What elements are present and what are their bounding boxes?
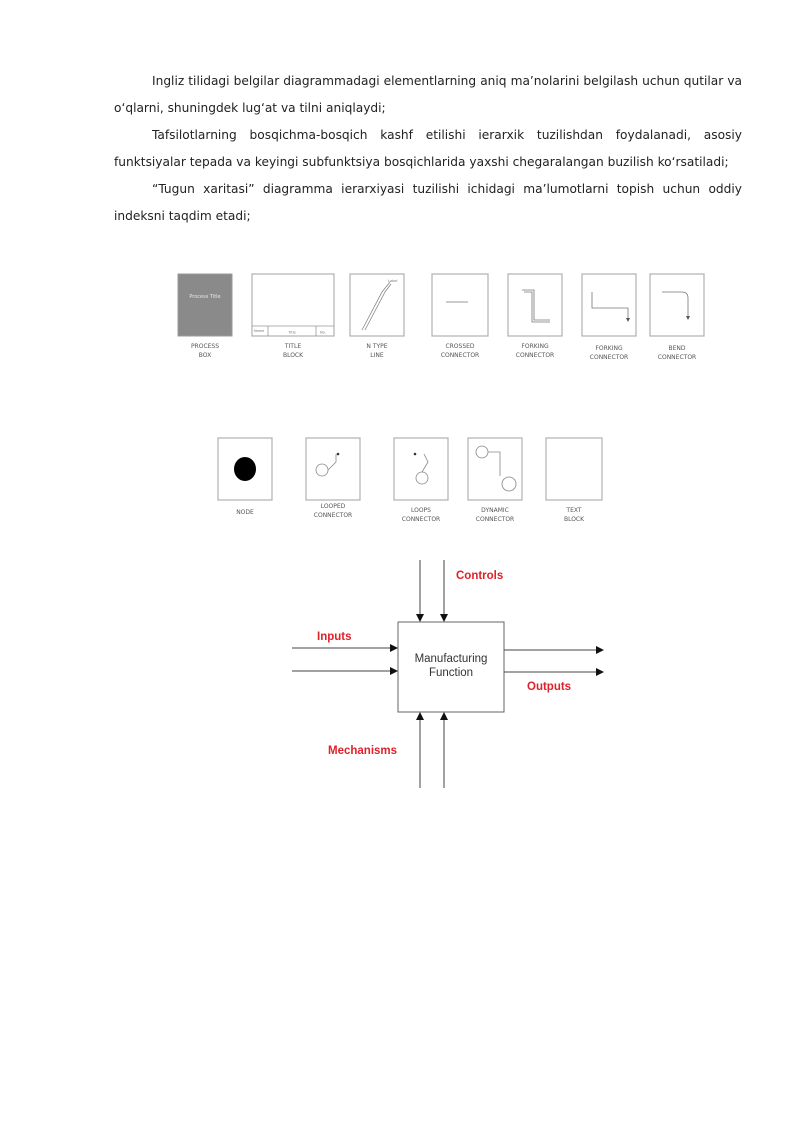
forking-connector-2-label-2: CONNECTOR	[589, 354, 629, 361]
forking-connector-symbol-2	[582, 274, 636, 361]
input-arrowhead-1	[390, 644, 398, 652]
mechanism-arrowhead-1	[416, 712, 424, 720]
forking-connector-1-label-2: CONNECTOR	[515, 352, 555, 359]
dynamic-connector-symbol	[468, 438, 522, 523]
text-block-symbol	[546, 438, 602, 523]
title-block-cell-name: Name	[254, 329, 265, 333]
forking-connector-symbol-1	[508, 274, 562, 359]
idef0-function-diagram	[280, 552, 620, 802]
process-box-symbol	[178, 274, 232, 359]
node-label: NODE	[236, 509, 254, 516]
loops-connector-label-1: LOOPS	[410, 507, 432, 514]
dynamic-connector-label-2: CONNECTOR	[475, 516, 515, 523]
process-box-label-2: BOX	[198, 352, 212, 359]
node-symbol	[218, 438, 272, 516]
control-arrowhead-2	[440, 614, 448, 622]
crossed-connector-label-1: CROSSED	[445, 343, 475, 350]
title-block-symbol	[252, 274, 334, 359]
controls-label: Controls	[456, 570, 504, 582]
function-label-line-1: Manufacturing	[414, 653, 488, 665]
outputs-label: Outputs	[527, 681, 572, 693]
forking-connector-2-label-1: FORKING	[595, 345, 623, 352]
text-block-label-1: TEXT	[566, 507, 582, 514]
title-block-cell-no: No.	[320, 330, 326, 335]
paragraph-2: Tafsilotlarning bosqichma-bosqich kashf etilishi ierarxik tuzilishdan foydalanadi, asosiy funktsiyalar tepada va keyingi subfunktsiya bosqichlarida yaxshi chegaralangan buzilish ko‘rsatiladi;	[114, 128, 742, 169]
mechanisms-label: Mechanisms	[328, 745, 398, 757]
text-block-label-2: BLOCK	[563, 516, 585, 523]
looped-connector-symbol	[306, 438, 360, 519]
title-block-label-1: TITLE	[284, 343, 302, 350]
function-label-line-2: Function	[428, 667, 474, 679]
process-box-label-1: PROCESS	[190, 343, 220, 350]
n-type-line-label-1: N TYPE	[366, 343, 388, 350]
looped-connector-label-1: LOOPED	[320, 503, 346, 510]
n-type-line-symbol	[350, 274, 404, 359]
mechanism-arrowhead-2	[440, 712, 448, 720]
title-block-label-2: BLOCK	[282, 352, 304, 359]
bend-connector-label-1: BEND	[668, 345, 686, 352]
output-arrowhead-2	[596, 668, 604, 676]
loops-connector-symbol	[394, 438, 448, 523]
forking-connector-1-label-1: FORKING	[521, 343, 549, 350]
control-arrowhead-1	[416, 614, 424, 622]
crossed-connector-symbol	[432, 274, 488, 359]
dynamic-connector-label-1: DYNAMIC	[481, 507, 509, 514]
inputs-label: Inputs	[317, 631, 352, 643]
crossed-connector-label-2: CONNECTOR	[440, 352, 480, 359]
looped-connector-label-2: CONNECTOR	[313, 512, 353, 519]
input-arrowhead-2	[390, 667, 398, 675]
title-block-cell-title: Title	[288, 330, 296, 335]
loops-connector-label-2: CONNECTOR	[401, 516, 441, 523]
output-arrowhead-1	[596, 646, 604, 654]
paragraph-1: Ingliz tilidagi belgilar diagrammadagi elementlarning aniq ma’nolarini belgilash uchun qutilar va o‘qlarni, shuningdek lug‘at va tilni aniqlaydi;	[114, 74, 742, 115]
idef-symbols-row-2	[210, 432, 610, 532]
bend-connector-symbol	[650, 274, 704, 361]
n-type-line-label-2: LINE	[370, 352, 384, 359]
idef-symbols-row-1	[170, 268, 710, 368]
process-box-inner-text: Process Title	[189, 294, 221, 300]
bend-connector-label-2: CONNECTOR	[657, 354, 697, 361]
paragraph-3: “Tugun xaritasi” diagramma ierarxiyasi tuzilishi ichidagi ma’lumotlarni topish uchun oddiy indeksni taqdim etadi;	[114, 182, 742, 223]
n-type-line-inner-text: Label	[388, 279, 398, 283]
